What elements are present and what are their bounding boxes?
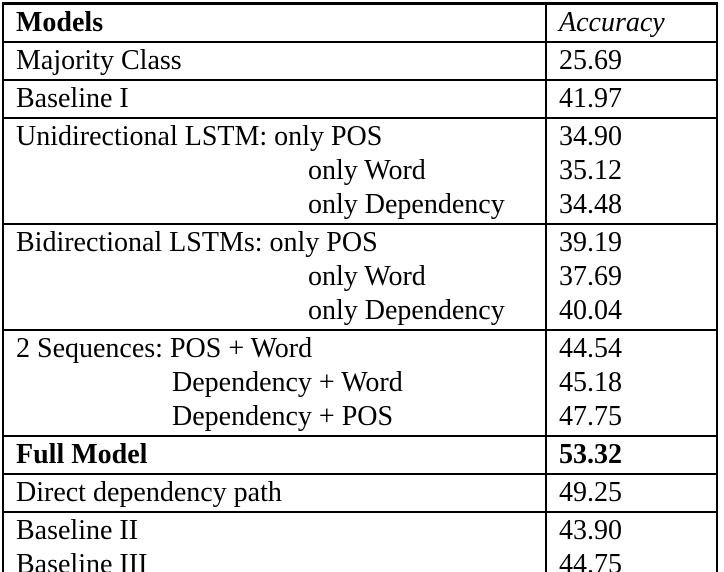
model-label: Baseline I — [16, 83, 129, 114]
accuracy-value: 49.25 — [559, 477, 622, 508]
models-cell — [3, 224, 546, 330]
models-header-label: Models — [16, 7, 104, 38]
model-label: Bidirectional LSTMs: only POS — [16, 227, 378, 258]
accuracy-value: 39.19 — [559, 227, 622, 258]
accuracy-cell — [546, 42, 717, 80]
model-label: Direct dependency path — [16, 477, 282, 508]
model-label: only Word — [308, 261, 426, 292]
accuracy-value: 43.90 — [559, 515, 622, 546]
accuracy-value: 25.69 — [559, 45, 622, 76]
model-label: Baseline III — [16, 549, 148, 572]
table-row-baselines-2-3 — [3, 512, 717, 572]
results-table — [2, 2, 718, 572]
accuracy-value: 35.12 — [559, 155, 622, 186]
accuracy-header-label: Accuracy — [559, 7, 665, 38]
models-cell — [3, 118, 546, 224]
model-label: Baseline II — [16, 515, 139, 546]
models-cell — [3, 330, 546, 436]
accuracy-value: 53.32 — [559, 439, 622, 470]
header-row — [3, 4, 717, 43]
accuracy-cell — [546, 436, 717, 474]
accuracy-cell — [546, 512, 717, 572]
accuracy-cell — [546, 118, 717, 224]
table-row-baseline-1 — [3, 80, 717, 118]
accuracy-value: 40.04 — [559, 295, 622, 326]
models-cell — [3, 474, 546, 512]
models-cell — [3, 436, 546, 474]
model-label: Unidirectional LSTM: only POS — [16, 121, 383, 152]
accuracy-cell — [546, 224, 717, 330]
models-cell — [3, 512, 546, 572]
accuracy-cell — [546, 330, 717, 436]
accuracy-value: 44.54 — [559, 333, 622, 364]
accuracy-value: 47.75 — [559, 401, 622, 432]
table-row-unidirectional-lstm — [3, 118, 717, 224]
accuracy-value: 41.97 — [559, 83, 622, 114]
model-label: Dependency + POS — [172, 401, 394, 432]
model-label: Full Model — [16, 439, 148, 470]
accuracy-value: 37.69 — [559, 261, 622, 292]
models-cell — [3, 42, 546, 80]
table-row-full-model — [3, 436, 717, 474]
model-label: 2 Sequences: POS + Word — [16, 333, 313, 364]
model-label: Majority Class — [16, 45, 182, 76]
accuracy-value: 34.48 — [559, 189, 622, 220]
accuracy-value: 34.90 — [559, 121, 622, 152]
accuracy-cell — [546, 474, 717, 512]
model-label: only Dependency — [308, 189, 505, 220]
accuracy-value: 45.18 — [559, 367, 622, 398]
models-cell — [3, 80, 546, 118]
table-row-2-sequences — [3, 330, 717, 436]
accuracy-value: 44.75 — [559, 549, 622, 572]
accuracy-header-cell — [546, 4, 717, 43]
table-row-direct-dependency-path — [3, 474, 717, 512]
model-label: Dependency + Word — [172, 367, 403, 398]
table-row-bidirectional-lstms — [3, 224, 717, 330]
models-header-cell — [3, 4, 546, 43]
model-label: only Word — [308, 155, 426, 186]
model-label: only Dependency — [308, 295, 505, 326]
accuracy-cell — [546, 80, 717, 118]
table-row-majority-class — [3, 42, 717, 80]
